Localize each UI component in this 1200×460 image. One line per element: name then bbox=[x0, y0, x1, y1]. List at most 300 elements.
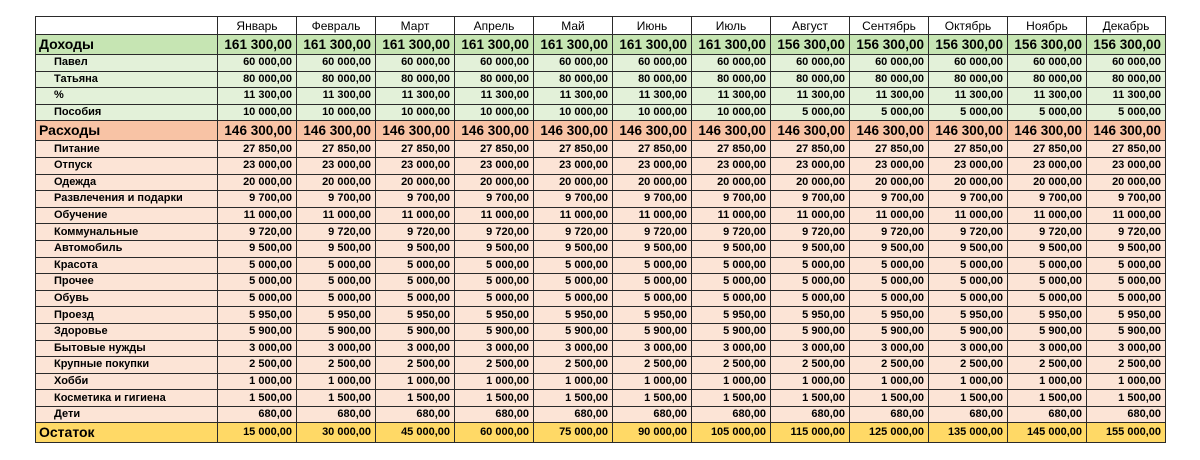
value-cell[interactable]: 5 900,00 bbox=[613, 323, 692, 340]
value-cell[interactable]: 2 500,00 bbox=[929, 357, 1008, 374]
value-cell[interactable]: 11 300,00 bbox=[376, 88, 455, 105]
month-header-cell[interactable]: Апрель bbox=[455, 17, 534, 35]
value-cell[interactable]: 1 000,00 bbox=[218, 373, 297, 390]
value-cell[interactable]: 680,00 bbox=[218, 406, 297, 423]
value-cell[interactable]: 5 900,00 bbox=[455, 323, 534, 340]
value-cell[interactable]: 27 850,00 bbox=[613, 141, 692, 158]
row-label-cell[interactable]: Павел bbox=[36, 55, 218, 72]
value-cell[interactable]: 5 000,00 bbox=[1087, 104, 1166, 121]
value-cell[interactable]: 115 000,00 bbox=[771, 423, 850, 443]
value-cell[interactable]: 146 300,00 bbox=[218, 121, 297, 141]
value-cell[interactable]: 5 000,00 bbox=[613, 257, 692, 274]
value-cell[interactable]: 9 700,00 bbox=[455, 191, 534, 208]
value-cell[interactable]: 161 300,00 bbox=[692, 35, 771, 55]
value-cell[interactable]: 45 000,00 bbox=[376, 423, 455, 443]
value-cell[interactable]: 5 000,00 bbox=[771, 257, 850, 274]
value-cell[interactable]: 27 850,00 bbox=[376, 141, 455, 158]
value-cell[interactable]: 80 000,00 bbox=[929, 71, 1008, 88]
month-header-cell[interactable]: Март bbox=[376, 17, 455, 35]
value-cell[interactable]: 146 300,00 bbox=[1008, 121, 1087, 141]
value-cell[interactable]: 5 900,00 bbox=[376, 323, 455, 340]
value-cell[interactable]: 5 000,00 bbox=[692, 257, 771, 274]
value-cell[interactable]: 5 000,00 bbox=[534, 274, 613, 291]
value-cell[interactable]: 146 300,00 bbox=[534, 121, 613, 141]
row-label-cell[interactable]: % bbox=[36, 88, 218, 105]
value-cell[interactable]: 9 500,00 bbox=[692, 240, 771, 257]
value-cell[interactable]: 3 000,00 bbox=[850, 340, 929, 357]
month-header-cell[interactable]: Октябрь bbox=[929, 17, 1008, 35]
value-cell[interactable]: 5 900,00 bbox=[1008, 323, 1087, 340]
value-cell[interactable]: 1 000,00 bbox=[534, 373, 613, 390]
value-cell[interactable]: 5 950,00 bbox=[297, 307, 376, 324]
value-cell[interactable]: 11 300,00 bbox=[534, 88, 613, 105]
row-label-cell[interactable]: Расходы bbox=[36, 121, 218, 141]
value-cell[interactable]: 1 000,00 bbox=[376, 373, 455, 390]
value-cell[interactable]: 60 000,00 bbox=[376, 55, 455, 72]
row-label-cell[interactable]: Проезд bbox=[36, 307, 218, 324]
row-label-cell[interactable]: Коммунальные bbox=[36, 224, 218, 241]
value-cell[interactable]: 60 000,00 bbox=[692, 55, 771, 72]
value-cell[interactable]: 146 300,00 bbox=[376, 121, 455, 141]
value-cell[interactable]: 680,00 bbox=[297, 406, 376, 423]
value-cell[interactable]: 3 000,00 bbox=[692, 340, 771, 357]
value-cell[interactable]: 5 000,00 bbox=[613, 274, 692, 291]
value-cell[interactable]: 5 000,00 bbox=[297, 257, 376, 274]
value-cell[interactable]: 156 300,00 bbox=[929, 35, 1008, 55]
month-header-cell[interactable]: Февраль bbox=[297, 17, 376, 35]
value-cell[interactable]: 20 000,00 bbox=[850, 174, 929, 191]
value-cell[interactable]: 2 500,00 bbox=[376, 357, 455, 374]
value-cell[interactable]: 9 500,00 bbox=[613, 240, 692, 257]
value-cell[interactable]: 10 000,00 bbox=[455, 104, 534, 121]
value-cell[interactable]: 2 500,00 bbox=[692, 357, 771, 374]
value-cell[interactable]: 23 000,00 bbox=[297, 157, 376, 174]
value-cell[interactable]: 27 850,00 bbox=[218, 141, 297, 158]
value-cell[interactable]: 9 500,00 bbox=[1087, 240, 1166, 257]
value-cell[interactable]: 1 500,00 bbox=[297, 390, 376, 407]
value-cell[interactable]: 20 000,00 bbox=[1008, 174, 1087, 191]
value-cell[interactable]: 146 300,00 bbox=[1087, 121, 1166, 141]
value-cell[interactable]: 5 950,00 bbox=[376, 307, 455, 324]
value-cell[interactable]: 11 300,00 bbox=[771, 88, 850, 105]
value-cell[interactable]: 11 000,00 bbox=[297, 207, 376, 224]
value-cell[interactable]: 5 000,00 bbox=[218, 274, 297, 291]
value-cell[interactable]: 5 950,00 bbox=[850, 307, 929, 324]
value-cell[interactable]: 60 000,00 bbox=[1008, 55, 1087, 72]
value-cell[interactable]: 11 300,00 bbox=[1008, 88, 1087, 105]
value-cell[interactable]: 2 500,00 bbox=[613, 357, 692, 374]
value-cell[interactable]: 680,00 bbox=[534, 406, 613, 423]
value-cell[interactable]: 145 000,00 bbox=[1008, 423, 1087, 443]
value-cell[interactable]: 161 300,00 bbox=[297, 35, 376, 55]
row-label-cell[interactable]: Автомобиль bbox=[36, 240, 218, 257]
value-cell[interactable]: 80 000,00 bbox=[297, 71, 376, 88]
value-cell[interactable]: 11 300,00 bbox=[850, 88, 929, 105]
value-cell[interactable]: 5 900,00 bbox=[297, 323, 376, 340]
value-cell[interactable]: 5 950,00 bbox=[771, 307, 850, 324]
value-cell[interactable]: 20 000,00 bbox=[218, 174, 297, 191]
value-cell[interactable]: 9 700,00 bbox=[297, 191, 376, 208]
value-cell[interactable]: 80 000,00 bbox=[376, 71, 455, 88]
value-cell[interactable]: 5 000,00 bbox=[1008, 274, 1087, 291]
value-cell[interactable]: 156 300,00 bbox=[1008, 35, 1087, 55]
value-cell[interactable]: 10 000,00 bbox=[692, 104, 771, 121]
value-cell[interactable]: 2 500,00 bbox=[297, 357, 376, 374]
value-cell[interactable]: 5 000,00 bbox=[929, 274, 1008, 291]
row-label-cell[interactable]: Остаток bbox=[36, 423, 218, 443]
value-cell[interactable]: 23 000,00 bbox=[534, 157, 613, 174]
value-cell[interactable]: 9 700,00 bbox=[929, 191, 1008, 208]
value-cell[interactable]: 20 000,00 bbox=[455, 174, 534, 191]
value-cell[interactable]: 105 000,00 bbox=[692, 423, 771, 443]
value-cell[interactable]: 135 000,00 bbox=[929, 423, 1008, 443]
value-cell[interactable]: 2 500,00 bbox=[850, 357, 929, 374]
value-cell[interactable]: 680,00 bbox=[455, 406, 534, 423]
value-cell[interactable]: 1 000,00 bbox=[1008, 373, 1087, 390]
value-cell[interactable]: 1 000,00 bbox=[455, 373, 534, 390]
value-cell[interactable]: 3 000,00 bbox=[929, 340, 1008, 357]
value-cell[interactable]: 1 500,00 bbox=[534, 390, 613, 407]
value-cell[interactable]: 146 300,00 bbox=[692, 121, 771, 141]
value-cell[interactable]: 680,00 bbox=[692, 406, 771, 423]
value-cell[interactable]: 5 950,00 bbox=[1087, 307, 1166, 324]
value-cell[interactable]: 146 300,00 bbox=[850, 121, 929, 141]
value-cell[interactable]: 9 700,00 bbox=[692, 191, 771, 208]
row-label-cell[interactable]: Дети bbox=[36, 406, 218, 423]
row-label-cell[interactable]: Одежда bbox=[36, 174, 218, 191]
row-label-cell[interactable]: Хобби bbox=[36, 373, 218, 390]
value-cell[interactable]: 2 500,00 bbox=[1008, 357, 1087, 374]
value-cell[interactable]: 5 950,00 bbox=[692, 307, 771, 324]
value-cell[interactable]: 10 000,00 bbox=[376, 104, 455, 121]
value-cell[interactable]: 60 000,00 bbox=[613, 55, 692, 72]
value-cell[interactable]: 680,00 bbox=[1087, 406, 1166, 423]
value-cell[interactable]: 161 300,00 bbox=[376, 35, 455, 55]
row-label-cell[interactable]: Обучение bbox=[36, 207, 218, 224]
value-cell[interactable]: 5 900,00 bbox=[771, 323, 850, 340]
value-cell[interactable]: 23 000,00 bbox=[850, 157, 929, 174]
value-cell[interactable]: 5 000,00 bbox=[1087, 257, 1166, 274]
value-cell[interactable]: 5 000,00 bbox=[1008, 290, 1087, 307]
value-cell[interactable]: 9 700,00 bbox=[376, 191, 455, 208]
value-cell[interactable]: 146 300,00 bbox=[613, 121, 692, 141]
value-cell[interactable]: 1 000,00 bbox=[613, 373, 692, 390]
value-cell[interactable]: 1 000,00 bbox=[692, 373, 771, 390]
value-cell[interactable]: 680,00 bbox=[850, 406, 929, 423]
value-cell[interactable]: 5 900,00 bbox=[534, 323, 613, 340]
value-cell[interactable]: 5 000,00 bbox=[376, 257, 455, 274]
value-cell[interactable]: 9 500,00 bbox=[455, 240, 534, 257]
row-label-cell[interactable]: Красота bbox=[36, 257, 218, 274]
value-cell[interactable]: 11 300,00 bbox=[455, 88, 534, 105]
value-cell[interactable]: 20 000,00 bbox=[297, 174, 376, 191]
value-cell[interactable]: 27 850,00 bbox=[1087, 141, 1166, 158]
value-cell[interactable]: 27 850,00 bbox=[929, 141, 1008, 158]
value-cell[interactable]: 5 000,00 bbox=[1087, 274, 1166, 291]
value-cell[interactable]: 3 000,00 bbox=[1087, 340, 1166, 357]
value-cell[interactable]: 5 950,00 bbox=[929, 307, 1008, 324]
value-cell[interactable]: 23 000,00 bbox=[692, 157, 771, 174]
value-cell[interactable]: 27 850,00 bbox=[771, 141, 850, 158]
value-cell[interactable]: 1 500,00 bbox=[929, 390, 1008, 407]
value-cell[interactable]: 125 000,00 bbox=[850, 423, 929, 443]
value-cell[interactable]: 5 000,00 bbox=[929, 290, 1008, 307]
value-cell[interactable]: 80 000,00 bbox=[771, 71, 850, 88]
value-cell[interactable]: 10 000,00 bbox=[297, 104, 376, 121]
value-cell[interactable]: 161 300,00 bbox=[455, 35, 534, 55]
value-cell[interactable]: 9 720,00 bbox=[218, 224, 297, 241]
value-cell[interactable]: 5 000,00 bbox=[1008, 257, 1087, 274]
value-cell[interactable]: 3 000,00 bbox=[297, 340, 376, 357]
value-cell[interactable]: 5 900,00 bbox=[850, 323, 929, 340]
value-cell[interactable]: 23 000,00 bbox=[218, 157, 297, 174]
value-cell[interactable]: 23 000,00 bbox=[613, 157, 692, 174]
value-cell[interactable]: 80 000,00 bbox=[692, 71, 771, 88]
row-label-cell[interactable]: Обувь bbox=[36, 290, 218, 307]
value-cell[interactable]: 2 500,00 bbox=[455, 357, 534, 374]
value-cell[interactable]: 156 300,00 bbox=[850, 35, 929, 55]
value-cell[interactable]: 27 850,00 bbox=[297, 141, 376, 158]
value-cell[interactable]: 60 000,00 bbox=[850, 55, 929, 72]
value-cell[interactable]: 27 850,00 bbox=[692, 141, 771, 158]
value-cell[interactable]: 155 000,00 bbox=[1087, 423, 1166, 443]
row-label-cell[interactable]: Прочее bbox=[36, 274, 218, 291]
value-cell[interactable]: 5 000,00 bbox=[771, 290, 850, 307]
value-cell[interactable]: 161 300,00 bbox=[534, 35, 613, 55]
value-cell[interactable]: 60 000,00 bbox=[534, 55, 613, 72]
value-cell[interactable]: 5 000,00 bbox=[850, 290, 929, 307]
value-cell[interactable]: 9 720,00 bbox=[1008, 224, 1087, 241]
value-cell[interactable]: 11 000,00 bbox=[929, 207, 1008, 224]
month-header-cell[interactable]: Ноябрь bbox=[1008, 17, 1087, 35]
value-cell[interactable]: 60 000,00 bbox=[218, 55, 297, 72]
value-cell[interactable]: 11 000,00 bbox=[1008, 207, 1087, 224]
value-cell[interactable]: 156 300,00 bbox=[1087, 35, 1166, 55]
value-cell[interactable]: 1 500,00 bbox=[376, 390, 455, 407]
value-cell[interactable]: 9 720,00 bbox=[455, 224, 534, 241]
value-cell[interactable]: 60 000,00 bbox=[771, 55, 850, 72]
value-cell[interactable]: 9 700,00 bbox=[1008, 191, 1087, 208]
value-cell[interactable]: 10 000,00 bbox=[218, 104, 297, 121]
value-cell[interactable]: 1 000,00 bbox=[850, 373, 929, 390]
value-cell[interactable]: 23 000,00 bbox=[771, 157, 850, 174]
value-cell[interactable]: 2 500,00 bbox=[771, 357, 850, 374]
value-cell[interactable]: 161 300,00 bbox=[613, 35, 692, 55]
value-cell[interactable]: 3 000,00 bbox=[534, 340, 613, 357]
value-cell[interactable]: 680,00 bbox=[929, 406, 1008, 423]
value-cell[interactable]: 80 000,00 bbox=[534, 71, 613, 88]
value-cell[interactable]: 3 000,00 bbox=[455, 340, 534, 357]
value-cell[interactable]: 680,00 bbox=[613, 406, 692, 423]
row-label-cell[interactable]: Пособия bbox=[36, 104, 218, 121]
month-header-cell[interactable]: Сентябрь bbox=[850, 17, 929, 35]
value-cell[interactable]: 9 720,00 bbox=[376, 224, 455, 241]
value-cell[interactable]: 9 700,00 bbox=[534, 191, 613, 208]
value-cell[interactable]: 1 500,00 bbox=[218, 390, 297, 407]
value-cell[interactable]: 27 850,00 bbox=[534, 141, 613, 158]
value-cell[interactable]: 5 000,00 bbox=[218, 257, 297, 274]
value-cell[interactable]: 11 300,00 bbox=[613, 88, 692, 105]
value-cell[interactable]: 11 300,00 bbox=[297, 88, 376, 105]
value-cell[interactable]: 23 000,00 bbox=[455, 157, 534, 174]
value-cell[interactable]: 5 900,00 bbox=[218, 323, 297, 340]
value-cell[interactable]: 2 500,00 bbox=[534, 357, 613, 374]
value-cell[interactable]: 9 720,00 bbox=[692, 224, 771, 241]
value-cell[interactable]: 5 900,00 bbox=[1087, 323, 1166, 340]
value-cell[interactable]: 80 000,00 bbox=[218, 71, 297, 88]
value-cell[interactable]: 5 000,00 bbox=[692, 274, 771, 291]
value-cell[interactable]: 2 500,00 bbox=[1087, 357, 1166, 374]
value-cell[interactable]: 5 000,00 bbox=[850, 274, 929, 291]
value-cell[interactable]: 9 700,00 bbox=[771, 191, 850, 208]
value-cell[interactable]: 1 500,00 bbox=[1008, 390, 1087, 407]
value-cell[interactable]: 1 500,00 bbox=[692, 390, 771, 407]
row-label-cell[interactable]: Развлечения и подарки bbox=[36, 191, 218, 208]
value-cell[interactable]: 11 000,00 bbox=[850, 207, 929, 224]
value-cell[interactable]: 11 000,00 bbox=[534, 207, 613, 224]
value-cell[interactable]: 1 500,00 bbox=[1087, 390, 1166, 407]
value-cell[interactable]: 1 500,00 bbox=[850, 390, 929, 407]
row-label-cell[interactable]: Отпуск bbox=[36, 157, 218, 174]
row-label-cell[interactable]: Бытовые нужды bbox=[36, 340, 218, 357]
value-cell[interactable]: 1 000,00 bbox=[929, 373, 1008, 390]
value-cell[interactable]: 30 000,00 bbox=[297, 423, 376, 443]
value-cell[interactable]: 11 000,00 bbox=[218, 207, 297, 224]
value-cell[interactable]: 5 950,00 bbox=[534, 307, 613, 324]
value-cell[interactable]: 1 000,00 bbox=[297, 373, 376, 390]
value-cell[interactable]: 9 720,00 bbox=[771, 224, 850, 241]
value-cell[interactable]: 680,00 bbox=[1008, 406, 1087, 423]
value-cell[interactable]: 27 850,00 bbox=[850, 141, 929, 158]
value-cell[interactable]: 5 000,00 bbox=[455, 290, 534, 307]
value-cell[interactable]: 9 500,00 bbox=[218, 240, 297, 257]
value-cell[interactable]: 9 720,00 bbox=[297, 224, 376, 241]
value-cell[interactable]: 5 000,00 bbox=[771, 274, 850, 291]
value-cell[interactable]: 11 000,00 bbox=[771, 207, 850, 224]
value-cell[interactable]: 3 000,00 bbox=[613, 340, 692, 357]
value-cell[interactable]: 23 000,00 bbox=[929, 157, 1008, 174]
value-cell[interactable]: 9 720,00 bbox=[1087, 224, 1166, 241]
value-cell[interactable]: 80 000,00 bbox=[455, 71, 534, 88]
value-cell[interactable]: 3 000,00 bbox=[771, 340, 850, 357]
value-cell[interactable]: 146 300,00 bbox=[771, 121, 850, 141]
value-cell[interactable]: 1 000,00 bbox=[771, 373, 850, 390]
value-cell[interactable]: 10 000,00 bbox=[613, 104, 692, 121]
value-cell[interactable]: 156 300,00 bbox=[771, 35, 850, 55]
value-cell[interactable]: 60 000,00 bbox=[455, 423, 534, 443]
value-cell[interactable]: 5 000,00 bbox=[534, 257, 613, 274]
value-cell[interactable]: 80 000,00 bbox=[1087, 71, 1166, 88]
row-label-cell[interactable]: Питание bbox=[36, 141, 218, 158]
value-cell[interactable]: 9 700,00 bbox=[613, 191, 692, 208]
value-cell[interactable]: 5 000,00 bbox=[850, 257, 929, 274]
value-cell[interactable]: 11 000,00 bbox=[613, 207, 692, 224]
value-cell[interactable]: 5 000,00 bbox=[1008, 104, 1087, 121]
row-label-cell[interactable]: Крупные покупки bbox=[36, 357, 218, 374]
value-cell[interactable]: 5 000,00 bbox=[929, 257, 1008, 274]
value-cell[interactable]: 1 500,00 bbox=[613, 390, 692, 407]
value-cell[interactable]: 9 720,00 bbox=[929, 224, 1008, 241]
value-cell[interactable]: 5 000,00 bbox=[771, 104, 850, 121]
value-cell[interactable]: 5 000,00 bbox=[297, 290, 376, 307]
value-cell[interactable]: 60 000,00 bbox=[455, 55, 534, 72]
value-cell[interactable]: 9 720,00 bbox=[850, 224, 929, 241]
value-cell[interactable]: 5 900,00 bbox=[929, 323, 1008, 340]
value-cell[interactable]: 680,00 bbox=[771, 406, 850, 423]
row-label-cell[interactable]: Доходы bbox=[36, 35, 218, 55]
value-cell[interactable]: 20 000,00 bbox=[771, 174, 850, 191]
value-cell[interactable]: 23 000,00 bbox=[1087, 157, 1166, 174]
value-cell[interactable]: 20 000,00 bbox=[1087, 174, 1166, 191]
value-cell[interactable]: 9 700,00 bbox=[218, 191, 297, 208]
value-cell[interactable]: 1 500,00 bbox=[455, 390, 534, 407]
value-cell[interactable]: 23 000,00 bbox=[376, 157, 455, 174]
value-cell[interactable]: 9 500,00 bbox=[297, 240, 376, 257]
value-cell[interactable]: 20 000,00 bbox=[613, 174, 692, 191]
value-cell[interactable]: 9 700,00 bbox=[850, 191, 929, 208]
value-cell[interactable]: 5 000,00 bbox=[1087, 290, 1166, 307]
value-cell[interactable]: 80 000,00 bbox=[613, 71, 692, 88]
value-cell[interactable]: 5 900,00 bbox=[692, 323, 771, 340]
value-cell[interactable]: 1 500,00 bbox=[771, 390, 850, 407]
value-cell[interactable]: 11 300,00 bbox=[1087, 88, 1166, 105]
value-cell[interactable]: 5 000,00 bbox=[297, 274, 376, 291]
value-cell[interactable]: 5 000,00 bbox=[455, 257, 534, 274]
month-header-cell[interactable]: Январь bbox=[218, 17, 297, 35]
value-cell[interactable]: 20 000,00 bbox=[376, 174, 455, 191]
value-cell[interactable]: 5 950,00 bbox=[218, 307, 297, 324]
value-cell[interactable]: 5 000,00 bbox=[376, 290, 455, 307]
value-cell[interactable]: 3 000,00 bbox=[376, 340, 455, 357]
value-cell[interactable]: 3 000,00 bbox=[218, 340, 297, 357]
value-cell[interactable]: 10 000,00 bbox=[534, 104, 613, 121]
value-cell[interactable]: 3 000,00 bbox=[1008, 340, 1087, 357]
value-cell[interactable]: 146 300,00 bbox=[455, 121, 534, 141]
value-cell[interactable]: 146 300,00 bbox=[297, 121, 376, 141]
value-cell[interactable]: 11 000,00 bbox=[1087, 207, 1166, 224]
value-cell[interactable]: 11 300,00 bbox=[929, 88, 1008, 105]
value-cell[interactable]: 5 000,00 bbox=[692, 290, 771, 307]
value-cell[interactable]: 5 000,00 bbox=[534, 290, 613, 307]
value-cell[interactable]: 5 000,00 bbox=[455, 274, 534, 291]
row-label-cell[interactable]: Здоровье bbox=[36, 323, 218, 340]
value-cell[interactable]: 1 000,00 bbox=[1087, 373, 1166, 390]
value-cell[interactable]: 9 720,00 bbox=[613, 224, 692, 241]
month-header-cell[interactable]: Май bbox=[534, 17, 613, 35]
value-cell[interactable]: 5 950,00 bbox=[455, 307, 534, 324]
value-cell[interactable]: 9 500,00 bbox=[850, 240, 929, 257]
value-cell[interactable]: 11 000,00 bbox=[455, 207, 534, 224]
value-cell[interactable]: 90 000,00 bbox=[613, 423, 692, 443]
value-cell[interactable]: 27 850,00 bbox=[455, 141, 534, 158]
value-cell[interactable]: 9 700,00 bbox=[1087, 191, 1166, 208]
value-cell[interactable]: 60 000,00 bbox=[929, 55, 1008, 72]
value-cell[interactable]: 80 000,00 bbox=[1008, 71, 1087, 88]
value-cell[interactable]: 5 000,00 bbox=[613, 290, 692, 307]
value-cell[interactable]: 20 000,00 bbox=[534, 174, 613, 191]
month-header-cell[interactable]: Июль bbox=[692, 17, 771, 35]
value-cell[interactable]: 9 500,00 bbox=[771, 240, 850, 257]
value-cell[interactable]: 80 000,00 bbox=[850, 71, 929, 88]
month-header-cell[interactable]: Декабрь bbox=[1087, 17, 1166, 35]
value-cell[interactable]: 9 500,00 bbox=[929, 240, 1008, 257]
value-cell[interactable]: 5 000,00 bbox=[929, 104, 1008, 121]
value-cell[interactable]: 20 000,00 bbox=[692, 174, 771, 191]
value-cell[interactable]: 9 720,00 bbox=[534, 224, 613, 241]
value-cell[interactable]: 9 500,00 bbox=[1008, 240, 1087, 257]
value-cell[interactable]: 23 000,00 bbox=[1008, 157, 1087, 174]
value-cell[interactable]: 5 950,00 bbox=[1008, 307, 1087, 324]
